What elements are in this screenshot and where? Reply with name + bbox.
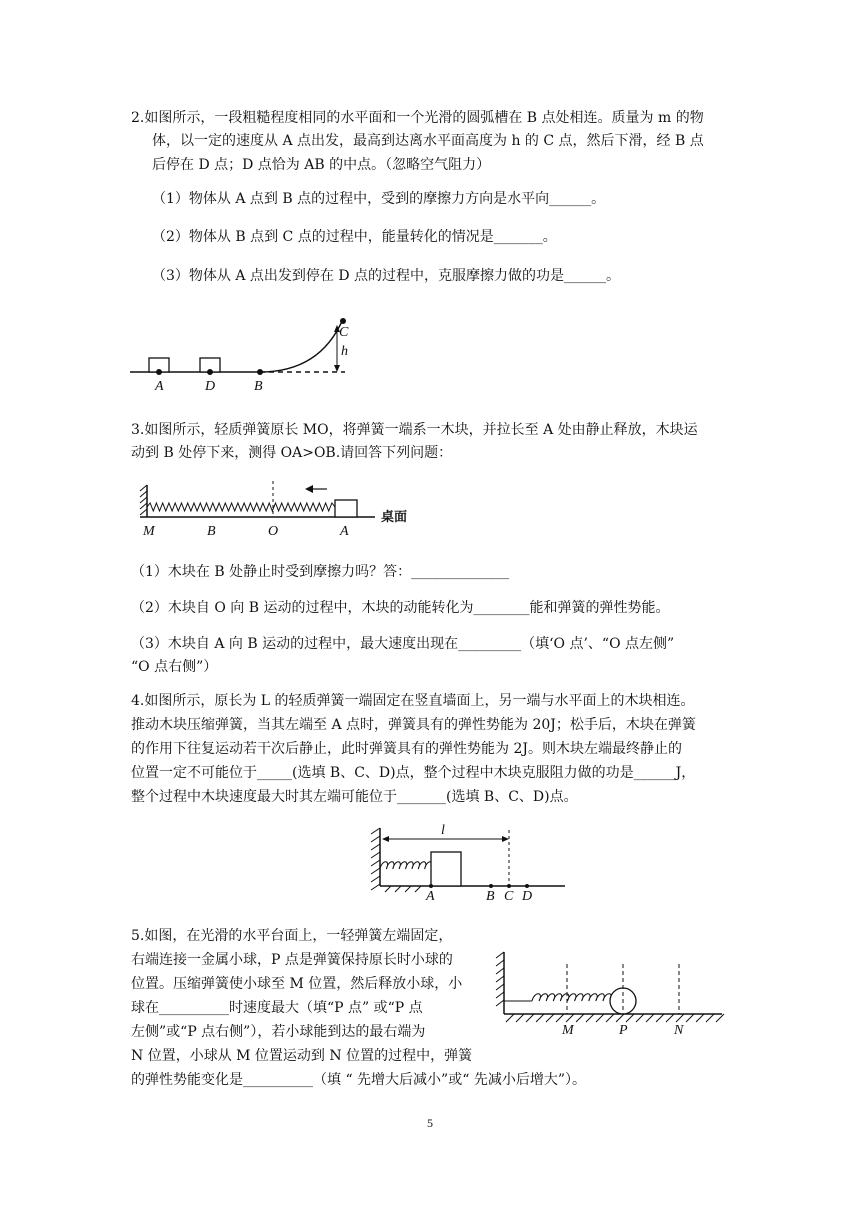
- point-a: [156, 369, 162, 375]
- point-c: [507, 884, 511, 888]
- hatch-mark: [606, 1014, 614, 1022]
- q3-sub-2: （2）木块自 O 向 B 运动的过程中，木块的动能转化为________能和弹簧的弹性势能。: [131, 600, 670, 616]
- q4-line-3: 的作用下往复运动若干次后静止，此时弹簧具有的弹性势能为 2J。则木块左端最终静止的: [131, 741, 682, 757]
- q5-line-1: 5.如图，在光滑的水平台面上，一轻弹簧左端固定，: [131, 928, 453, 944]
- hatch-mark: [686, 1014, 694, 1022]
- wall-hatching: [496, 952, 504, 1006]
- label-n: N: [674, 1023, 684, 1038]
- hatch-mark: [596, 1014, 604, 1022]
- wall-hatching: [140, 485, 147, 515]
- q4-line-1: 4.如图所示，原长为 L 的轻质弹簧一端固定在竖直墙面上，另一端与水平面上的木块相连。: [131, 693, 695, 709]
- q2-sub-2: （2）物体从 B 点到 C 点的过程中，能量转化的情况是_______。: [152, 229, 557, 245]
- wall-hatching: [371, 828, 380, 890]
- hatch-mark: [586, 1014, 594, 1022]
- arc-slot: [260, 319, 343, 372]
- hatch-mark: [716, 1014, 724, 1022]
- q3-line-1: 3.如图所示，轻质弹簧原长 MO，将弹簧一端系一木块，并拉长至 A 处由静止释放，木块运: [131, 422, 698, 438]
- label-a: A: [340, 524, 349, 539]
- hatch-mark: [506, 1014, 514, 1022]
- label-p: P: [619, 1023, 628, 1038]
- hatch-mark: [516, 1014, 524, 1022]
- q4-line-2: 推动木块压缩弹簧，当其左端至 A 点时，弹簧具有的弹性势能为 20J；松手后，木块在弹簧: [131, 717, 696, 733]
- point-d: [207, 369, 213, 375]
- label-b: B: [486, 889, 495, 904]
- q5-line-6: N 位置，小球从 M 位置运动到 N 位置的过程中，弹簧: [131, 1048, 473, 1064]
- point-a: [429, 884, 433, 888]
- q3-sub-3b: “O 点右侧”）: [131, 659, 218, 675]
- hatch-mark: [706, 1014, 714, 1022]
- q5-line-5: 左侧”或“P 点右侧”），若小球能到达的最右端为: [131, 1024, 426, 1040]
- label-c: C: [339, 325, 349, 340]
- hatch-mark: [526, 1014, 534, 1022]
- q4-figure: [365, 822, 575, 902]
- label-l: l: [441, 823, 445, 838]
- q3-line-2: 动到 B 处停下来，测得 OA>OB.请回答下列问题：: [131, 445, 453, 461]
- q3-figure: [135, 473, 435, 543]
- q4-line-4: 位置一定不可能位于_____(选填 B、C、D)点，整个过程中木块克服阻力做的功是______J，: [131, 765, 696, 781]
- length-arrow-right: [502, 836, 509, 842]
- block: [431, 852, 461, 886]
- height-arrow-bottom: [334, 365, 340, 372]
- hatch-mark: [636, 1014, 644, 1022]
- label-d: D: [522, 889, 533, 904]
- point-d: [525, 884, 529, 888]
- q2-figure: [125, 305, 365, 395]
- hatch-mark: [656, 1014, 664, 1022]
- label-b: B: [254, 379, 263, 394]
- point-c: [340, 318, 346, 324]
- label-a: A: [155, 379, 164, 394]
- motion-arrow-head: [305, 485, 313, 493]
- hatch-mark: [546, 1014, 554, 1022]
- coil-spring: [532, 994, 611, 1001]
- q5-line-4: 球在__________时速度最大（填“P 点” 或“P 点: [131, 1000, 423, 1016]
- label-m: M: [562, 1023, 574, 1038]
- hatch-mark: [626, 1014, 634, 1022]
- page-number: 5: [427, 1116, 433, 1130]
- q2-line-2: 体，以一定的速度从 A 点出发，最高到达离水平面高度为 h 的 C 点，然后下滑，经 B 点: [152, 133, 704, 149]
- q5-line-2: 右端连接一金属小球，P 点是弹簧保持原长时小球的: [131, 952, 453, 968]
- q2-sub-3: （3）物体从 A 点出发到停在 D 点的过程中，克服摩擦力做的功是______。: [152, 268, 621, 284]
- label-d: D: [205, 379, 216, 394]
- hatch-mark: [536, 1014, 544, 1022]
- hatch-mark: [556, 1014, 564, 1022]
- label-h: h: [341, 344, 348, 359]
- point-b: [489, 884, 493, 888]
- label-o: O: [268, 524, 279, 539]
- length-arrow-left: [382, 836, 389, 842]
- label-b: B: [207, 524, 216, 539]
- hatch-mark: [676, 1014, 684, 1022]
- q2-line-3: 后停在 D 点；D 点恰为 AB 的中点。（忽略空气阻力）: [152, 157, 491, 173]
- q2-line-1: 2.如图所示，一段粗糙程度相同的水平面和一个光滑的圆弧槽在 B 点处相连。质量为 m 的物: [131, 110, 704, 126]
- q3-sub-3a: （3）木块自 A 向 B 运动的过程中，最大速度出现在_________（填‘O 点’、“O 点左侧”: [131, 636, 675, 652]
- q3-sub-1: （1）木块在 B 处静止时受到摩擦力吗？答：______________: [131, 564, 510, 580]
- hatch-mark: [576, 1014, 584, 1022]
- spring: [147, 503, 335, 511]
- coil-spring: [380, 862, 432, 869]
- floor-hatching: [385, 886, 421, 892]
- hatch-mark: [666, 1014, 674, 1022]
- label-c: C: [504, 889, 514, 904]
- hatch-mark: [646, 1014, 654, 1022]
- hatch-mark: [566, 1014, 574, 1022]
- table-hatching: [506, 1014, 724, 1022]
- q5-figure: [492, 944, 732, 1039]
- label-desk: 桌面: [381, 510, 408, 525]
- point-b: [257, 369, 263, 375]
- block-a: [335, 500, 357, 517]
- label-a: A: [426, 889, 435, 904]
- q2-sub-1: （1）物体从 A 点到 B 点的过程中，受到的摩擦力方向是水平向______。: [152, 191, 606, 207]
- q5-line-7: 的弹性势能变化是__________（填 “ 先增大后减小”或“ 先减小后增大”）。: [131, 1072, 586, 1088]
- hatch-mark: [696, 1014, 704, 1022]
- q5-line-3: 位置。压缩弹簧使小球至 M 位置，然后释放小球，小: [131, 976, 463, 992]
- q4-line-5: 整个过程中木块速度最大时其左端可能位于_______(选填 B、C、D)点。: [131, 789, 578, 805]
- hatch-mark: [616, 1014, 624, 1022]
- label-m: M: [143, 524, 155, 539]
